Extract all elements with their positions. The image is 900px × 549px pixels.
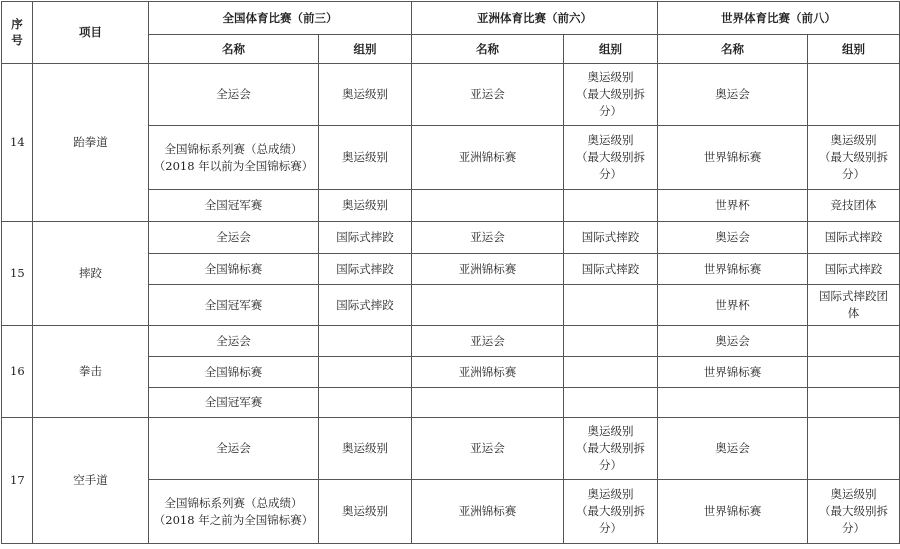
asia-name-cell: 亚洲锦标赛 (412, 480, 564, 544)
asia-name-cell: 亚洲锦标赛 (412, 126, 564, 190)
world-group-cell (808, 64, 900, 126)
world-name-cell: 世界锦标赛 (658, 254, 808, 285)
table-row (2, 222, 900, 254)
national-group-cell: 奥运级别 (319, 480, 412, 544)
world-name-cell: 奥运会 (658, 418, 808, 480)
sport-number: 16 (2, 326, 33, 418)
sport-number: 17 (2, 418, 33, 544)
asia-group-cell: 国际式摔跤 (564, 254, 658, 285)
national-name-cell: 全国锦标系列赛（总成绩） （2018 年之前为全国锦标赛） (149, 480, 319, 544)
world-name-cell: 世界杯 (658, 285, 808, 326)
world-name-cell: 奥运会 (658, 222, 808, 254)
world-group-cell: 国际式摔跤 (808, 222, 900, 254)
asia-name-cell: 亚洲锦标赛 (412, 254, 564, 285)
table-body (2, 64, 900, 544)
national-group-cell (319, 388, 412, 418)
asia-name-cell (412, 285, 564, 326)
asia-group-cell (564, 285, 658, 326)
world-group-cell (808, 326, 900, 357)
world-group-cell (808, 357, 900, 388)
asia-group-cell (564, 326, 658, 357)
national-name-cell: 全国冠军赛 (149, 285, 319, 326)
asia-name-header: 名称 (412, 35, 564, 64)
world-group-cell: 国际式摔跤团 体 (808, 285, 900, 326)
national-name-cell: 全国锦标系列赛（总成绩） （2018 年以前为全国锦标赛） (149, 126, 319, 190)
national-name-cell: 全运会 (149, 326, 319, 357)
world-name-cell: 世界锦标赛 (658, 126, 808, 190)
world-group-cell: 国际式摔跤 (808, 254, 900, 285)
asia-group-cell (564, 190, 658, 222)
item-header: 项目 (33, 2, 149, 64)
world-name-cell: 奥运会 (658, 326, 808, 357)
asia-name-cell (412, 388, 564, 418)
national-group-cell: 国际式摔跤 (319, 254, 412, 285)
asia-header: 亚洲体育比赛（前六） (412, 2, 658, 35)
asia-group-header: 组别 (564, 35, 658, 64)
world-name-cell: 奥运会 (658, 64, 808, 126)
asia-group-cell (564, 388, 658, 418)
competition-table (1, 1, 900, 544)
national-header: 全国体育比赛（前三） (149, 2, 412, 35)
national-name-cell: 全国锦标赛 (149, 254, 319, 285)
asia-name-cell (412, 190, 564, 222)
asia-group-cell: 奥运级别 （最大级别拆 分） (564, 126, 658, 190)
world-group-cell (808, 388, 900, 418)
national-name-cell: 全国冠军赛 (149, 190, 319, 222)
national-name-header: 名称 (149, 35, 319, 64)
sport-name: 摔跤 (33, 222, 149, 326)
world-name-cell: 世界锦标赛 (658, 480, 808, 544)
sport-number: 15 (2, 222, 33, 326)
national-group-cell: 国际式摔跤 (319, 285, 412, 326)
asia-name-cell: 亚洲锦标赛 (412, 357, 564, 388)
national-group-cell: 奥运级别 (319, 64, 412, 126)
asia-group-cell (564, 357, 658, 388)
asia-name-cell: 亚运会 (412, 418, 564, 480)
asia-group-cell: 奥运级别 （最大级别拆 分） (564, 64, 658, 126)
table-row (2, 64, 900, 126)
asia-group-cell: 国际式摔跤 (564, 222, 658, 254)
national-group-header: 组别 (319, 35, 412, 64)
sport-name: 拳击 (33, 326, 149, 418)
world-name-cell: 世界杯 (658, 190, 808, 222)
world-group-header: 组别 (808, 35, 900, 64)
national-group-cell (319, 326, 412, 357)
national-group-cell: 国际式摔跤 (319, 222, 412, 254)
world-group-cell: 竞技团体 (808, 190, 900, 222)
national-name-cell: 全运会 (149, 418, 319, 480)
world-header: 世界体育比赛（前八） (658, 2, 900, 35)
table-row (2, 418, 900, 480)
asia-group-cell: 奥运级别 （最大级别拆 分） (564, 418, 658, 480)
seq-header: 序号 (2, 2, 33, 64)
sport-number: 14 (2, 64, 33, 222)
national-name-cell: 全运会 (149, 222, 319, 254)
national-group-cell: 奥运级别 (319, 126, 412, 190)
world-name-cell: 世界锦标赛 (658, 357, 808, 388)
national-name-cell: 全国锦标赛 (149, 357, 319, 388)
asia-name-cell: 亚运会 (412, 64, 564, 126)
world-group-cell: 奥运级别 （最大级别拆 分） (808, 480, 900, 544)
asia-group-cell: 奥运级别 （最大级别拆 分） (564, 480, 658, 544)
asia-name-cell: 亚运会 (412, 326, 564, 357)
table-row (2, 326, 900, 357)
sport-name: 空手道 (33, 418, 149, 544)
world-group-cell (808, 418, 900, 480)
world-group-cell: 奥运级别 （最大级别拆 分） (808, 126, 900, 190)
national-name-cell: 全国冠军赛 (149, 388, 319, 418)
asia-name-cell: 亚运会 (412, 222, 564, 254)
national-group-cell: 奥运级别 (319, 190, 412, 222)
national-group-cell: 奥运级别 (319, 418, 412, 480)
national-group-cell (319, 357, 412, 388)
world-name-header: 名称 (658, 35, 808, 64)
national-name-cell: 全运会 (149, 64, 319, 126)
sport-name: 跆拳道 (33, 64, 149, 222)
world-name-cell (658, 388, 808, 418)
